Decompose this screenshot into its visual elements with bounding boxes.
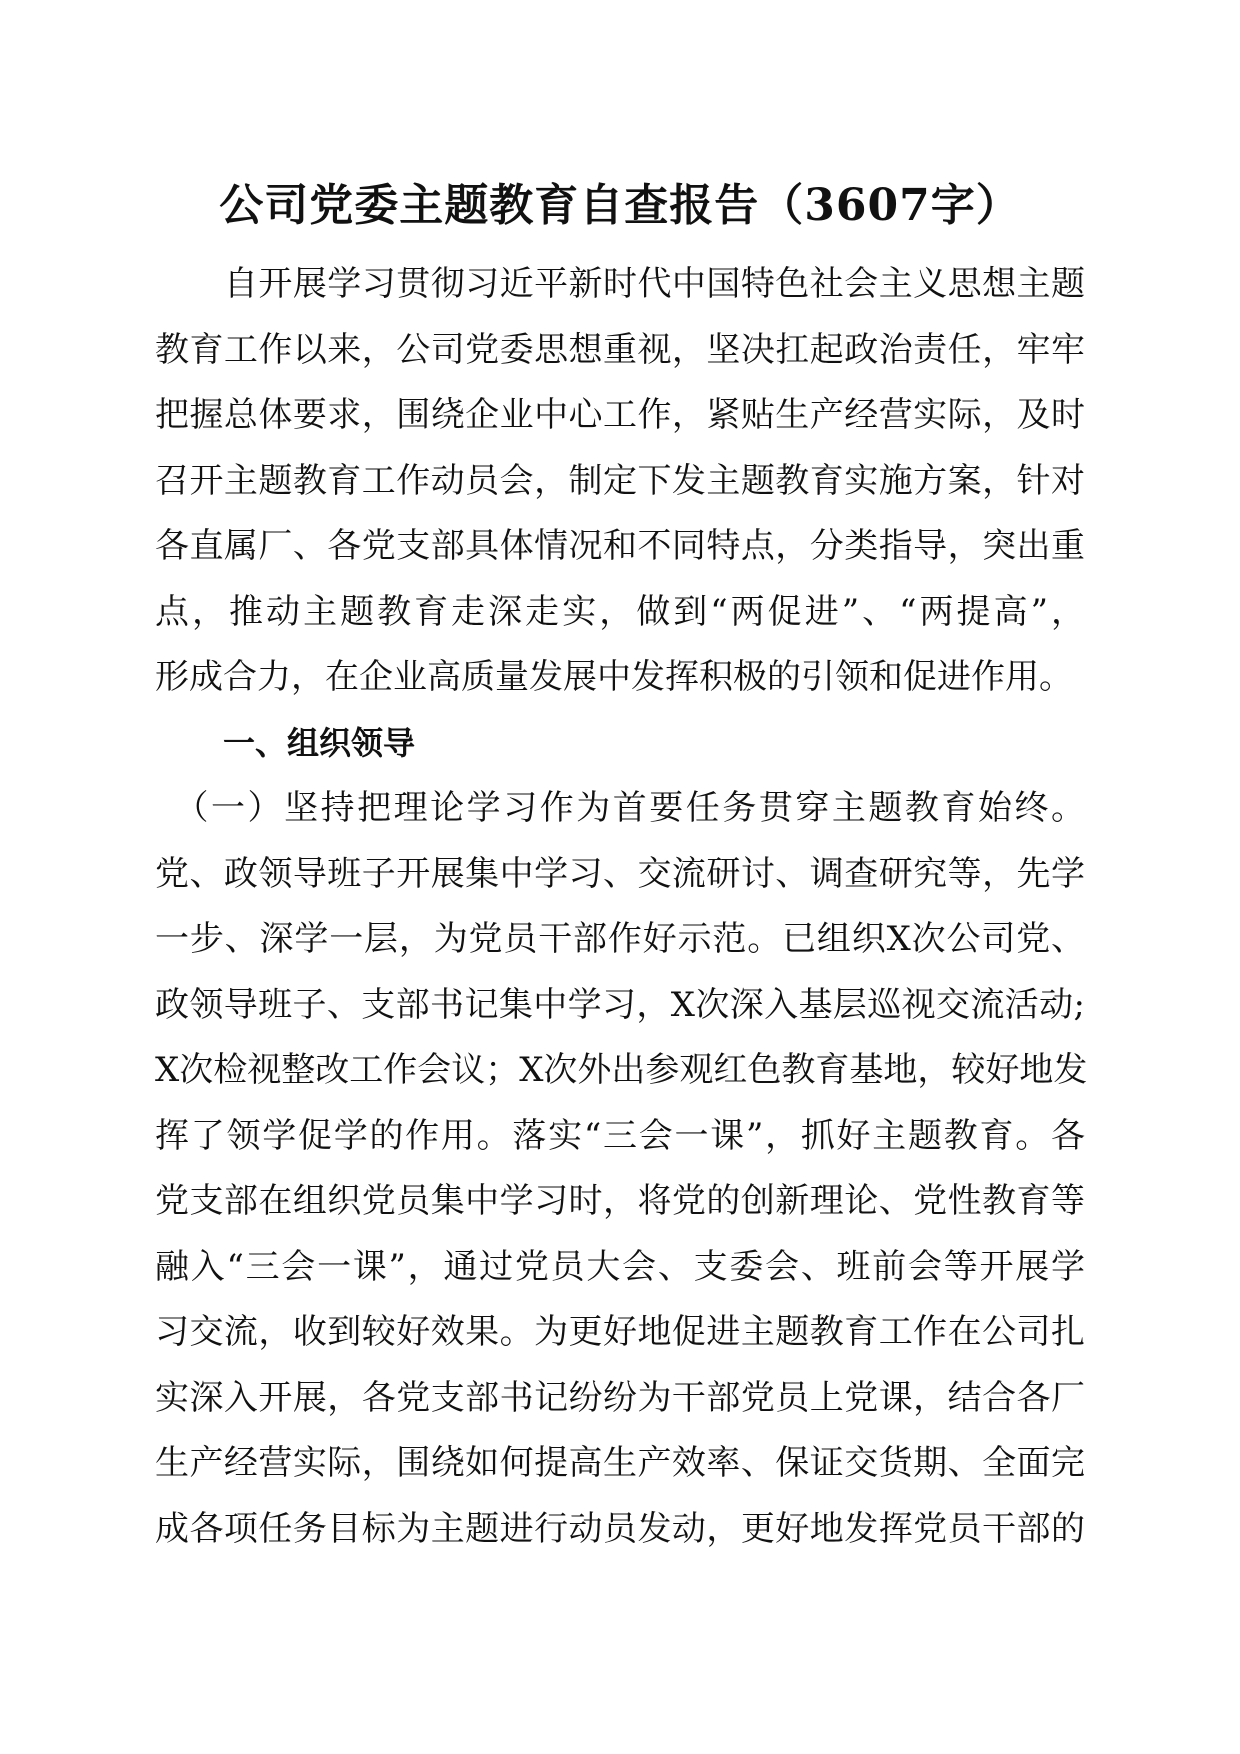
- paragraph-line: 政领导班子、支部书记集中学习，X次深入基层巡视交流活动;: [155, 984, 1085, 1025]
- paragraph-line: 教育工作以来，公司党委思想重视，坚决扛起政治责任，牢牢: [155, 329, 1085, 370]
- paragraph-line: 点，推动主题教育走深走实，做到“两促进”、“两提高”，: [155, 591, 1085, 632]
- paragraph-line: 自开展学习贯彻习近平新时代中国特色社会主义思想主题: [155, 264, 1085, 304]
- paragraph-line: 成各项任务目标为主题进行动员发动，更好地发挥党员干部的: [155, 1508, 1085, 1549]
- section1-paragraph: [155, 776, 1088, 1562]
- intro-paragraph: [155, 252, 1085, 711]
- document-title: 公司党委主题教育自查报告（3607字）: [219, 180, 1021, 231]
- paragraph-line: X次检视整改工作会议；X次外出参观红色教育基地，较好地发: [155, 1050, 1088, 1090]
- paragraph-line: 把握总体要求，围绕企业中心工作，紧贴生产经营实际，及时: [155, 395, 1085, 435]
- paragraph-line: （一）坚持把理论学习作为首要任务贯穿主题教育始终。: [155, 788, 1085, 828]
- paragraph-line: 形成合力，在企业高质量发展中发挥积极的引领和促进作用。: [155, 657, 1073, 697]
- document-body: [155, 252, 1088, 1562]
- paragraph-line: 党支部在组织党员集中学习时，将党的创新理论、党性教育等: [155, 1181, 1085, 1221]
- paragraph-line: 习交流，收到较好效果。为更好地促进主题教育工作在公司扎: [155, 1312, 1085, 1352]
- paragraph-line: 实深入开展，各党支部书记纷纷为干部党员上党课，结合各厂: [155, 1377, 1085, 1418]
- paragraph-line: 融入“三会一课”，通过党员大会、支委会、班前会等开展学: [155, 1246, 1085, 1287]
- paragraph-line: 召开主题教育工作动员会，制定下发主题教育实施方案，针对: [155, 460, 1085, 501]
- paragraph-line: 一步、深学一层，为党员干部作好示范。已组织X次公司党、: [155, 919, 1085, 959]
- paragraph-line: 挥了领学促学的作用。落实“三会一课”，抓好主题教育。各: [155, 1115, 1085, 1156]
- section-heading: 一、组织领导: [223, 723, 416, 762]
- paragraph-line: 各直属厂、各党支部具体情况和不同特点，分类指导，突出重: [155, 526, 1085, 566]
- paragraph-line: 生产经营实际，围绕如何提高生产效率、保证交货期、全面完: [155, 1443, 1085, 1483]
- paragraph-line: 党、政领导班子开展集中学习、交流研讨、调查研究等，先学: [155, 853, 1085, 894]
